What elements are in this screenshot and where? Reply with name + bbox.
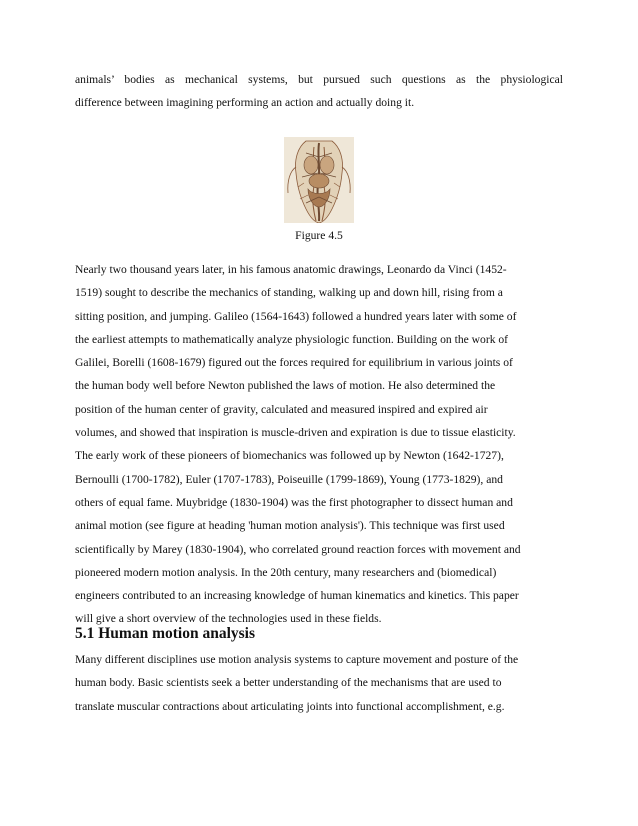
history-line: others of equal fame. Muybridge (1830-1904) was the first photographer to dissect human and <box>75 495 513 509</box>
history-line: 1519) sought to describe the mechanics of standing, walking up and down hill, rising from a <box>75 286 503 300</box>
figure-caption: Figure 4.5 <box>295 229 343 242</box>
history-line: the human body well before Newton published the laws of motion. He also determined the <box>75 379 496 393</box>
history-line: sitting position, and jumping. Galileo (1564-1643) followed a hundred years later with some of <box>75 309 517 323</box>
history-line: will give a short overview of the technologies used in these fields. <box>75 612 382 626</box>
section-paragraph <box>75 648 563 718</box>
intro-paragraph <box>75 68 563 115</box>
section-line: translate muscular contractions about articulating joints into functional accomplishment, e.g. <box>75 699 505 713</box>
history-line: scientifically by Marey (1830-1904), who correlated ground reaction forces with movement and <box>75 542 521 556</box>
history-line: the earliest attempts to mathematically analyze physiologic function. Building on the work of <box>75 332 509 346</box>
intro-line-1: animals’ bodies as mechanical systems, but pursued such questions as the physiological <box>75 73 563 86</box>
figure-image-anatomical-drawing <box>284 137 354 223</box>
history-line: volumes, and showed that inspiration is muscle-driven and expiration is due to tissue elasticity. <box>75 426 516 440</box>
history-line: pioneered modern motion analysis. In the 20th century, many researchers and (biomedical) <box>75 565 497 579</box>
history-line: Nearly two thousand years later, in his famous anatomic drawings, Leonardo da Vinci (1452- <box>75 263 507 276</box>
history-line: position of the human center of gravity, calculated and measured inspired and expired air <box>75 402 488 416</box>
anatomical-drawing-illustration <box>284 137 354 223</box>
intro-line-2: difference between imagining performing an action and actually doing it. <box>75 96 415 110</box>
section-heading: 5.1 Human motion analysis <box>75 625 256 642</box>
history-line: Bernoulli (1700-1782), Euler (1707-1783), Poiseuille (1799-1869), Young (1773-1829), and <box>75 472 503 486</box>
history-line: The early work of these pioneers of biomechanics was followed up by Newton (1642-1727), <box>75 449 504 463</box>
history-line: engineers contributed to an increasing knowledge of human kinematics and kinetics. This paper <box>75 589 519 603</box>
history-line: Galilei, Borelli (1608-1679) figured out the forces required for equilibrium in various joints of <box>75 356 513 370</box>
history-paragraph <box>75 258 563 631</box>
section-line: human body. Basic scientists seek a better understanding of the mechanisms that are used to <box>75 676 502 690</box>
section-line: Many different disciplines use motion analysis systems to capture movement and posture of the <box>75 653 519 666</box>
history-line: animal motion (see figure at heading 'human motion analysis'). This technique was first used <box>75 519 505 533</box>
